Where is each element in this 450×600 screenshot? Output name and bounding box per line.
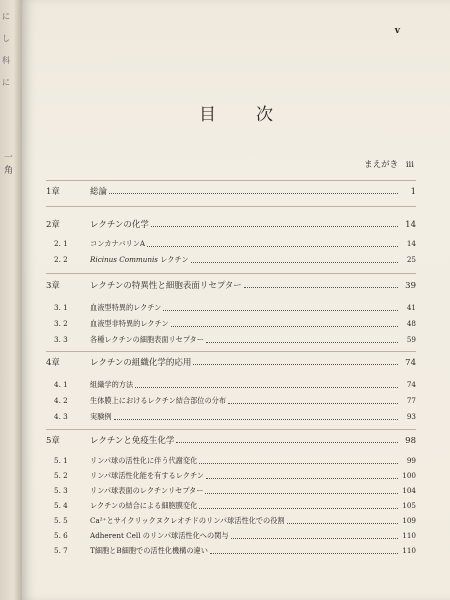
section-entry[interactable] [54,471,416,481]
chapter-number: 2章 [46,220,60,230]
leader-dots [205,493,398,494]
section-entry[interactable] [54,516,416,526]
section-number: 4. 1 [54,380,68,389]
divider [46,180,416,181]
leader-dots [206,342,398,343]
left-page-text: 科 [2,56,10,65]
leader-dots [135,387,398,388]
section-number: 3. 2 [54,319,68,328]
section-page: 93 [406,412,416,421]
chapter-entry[interactable] [46,279,416,291]
left-page-text: し [2,34,10,43]
leader-dots [163,310,398,311]
section-entry[interactable] [54,501,416,511]
chapter-entry[interactable] [46,434,416,446]
chapter-entry[interactable] [46,185,416,197]
section-number: 4. 2 [54,396,68,405]
preface-page: iii [405,160,414,170]
chapter-page: 98 [405,436,416,446]
section-number: 5. 1 [54,456,68,465]
section-title: リンパ球表面のレクチンリセプター [90,486,204,495]
section-title-italic: Ricinus Communis [90,255,158,264]
leader-dots [199,508,398,509]
leader-dots [210,553,398,554]
left-page-fragment: 一 角 [4,153,14,176]
section-title: レクチンの結合による細胞膜変化 [90,501,198,510]
section-page: 25 [406,255,416,264]
section-page: 110 [402,531,416,540]
leader-dots [287,523,398,524]
leader-dots [206,478,398,479]
chapter-title: レクチンと免疫生化学 [90,436,175,446]
section-entry[interactable] [54,412,416,422]
leader-dots [114,419,398,420]
section-page: 41 [406,303,416,312]
page-title: 目次 [199,105,313,125]
chapter-page: 1 [410,187,416,197]
section-page: 77 [406,396,416,405]
section-number: 3. 3 [54,335,68,344]
section-page: 110 [402,546,416,555]
section-entry[interactable] [54,546,416,556]
leader-dots [193,364,398,365]
section-title: 血液型非特異的レクチン [90,319,169,328]
section-entry[interactable] [54,255,416,265]
leader-dots [191,262,398,263]
leader-dots [147,246,398,247]
chapter-title: レクチンの化学 [90,220,149,230]
section-page: 99 [406,456,416,465]
chapter-number: 1章 [46,187,60,197]
chapter-page: 39 [405,281,416,291]
section-title: 血液型特異的レクチン [90,303,162,312]
chapter-entry[interactable] [46,356,416,368]
section-page: 48 [406,319,416,328]
section-number: 4. 3 [54,412,68,421]
section-number: 5. 7 [54,546,68,555]
section-title: コンカナバリンA [90,239,146,248]
leader-dots [109,193,398,194]
section-title: 生体膜上におけるレクチン結合部位の分布 [90,396,227,405]
section-entry[interactable] [54,531,416,541]
section-number: 5. 4 [54,501,68,510]
leader-dots [171,326,398,327]
section-title: Ca²⁺とサイクリックヌクレオチドのリンパ球活性化での役割 [90,516,285,525]
adjacent-page-edge [0,0,22,600]
section-page: 14 [406,239,416,248]
section-title: Adherent Cell のリンパ球活性化への関与 [90,531,229,540]
section-number: 2. 2 [54,255,68,264]
section-entry[interactable] [54,335,416,345]
chapter-entry[interactable] [46,218,416,230]
preface-entry[interactable] [364,158,414,170]
section-entry[interactable] [54,486,416,496]
leader-dots [176,442,398,443]
section-entry[interactable] [54,239,416,249]
section-entry[interactable] [54,303,416,313]
divider [46,273,416,274]
section-entry[interactable] [54,456,416,466]
section-page: 105 [402,501,416,510]
preface-label: まえがき [364,160,399,170]
section-title [90,255,189,265]
section-title: 各種レクチンの細胞表面リセプター [90,335,204,344]
leader-dots [244,287,398,288]
section-number: 2. 1 [54,239,68,248]
section-title: リンパ球活性化能を有するレクチン [90,471,204,480]
section-title-rest: レクチン [157,255,189,264]
section-number: 3. 1 [54,303,68,312]
section-page: 100 [402,471,416,480]
section-title: 組織学的方法 [90,380,134,389]
chapter-title: レクチンの特異性と細胞表面リセプター [90,281,242,291]
chapter-number: 3章 [46,281,60,291]
section-number: 5. 3 [54,486,68,495]
section-page: 59 [406,335,416,344]
section-page: 109 [402,516,416,525]
chapter-number: 5章 [46,436,60,446]
left-page-text: に [2,12,10,21]
section-page: 74 [406,380,416,389]
page-number: v [394,26,400,36]
divider [46,429,416,430]
section-title: 実験例 [90,412,112,421]
section-number: 5. 2 [54,471,68,480]
section-entry[interactable] [54,380,416,390]
left-page-text: に [2,78,10,87]
chapter-page: 14 [405,220,416,230]
section-entry[interactable] [54,396,416,406]
chapter-title: 総論 [90,187,108,197]
divider [46,351,416,352]
toc-page [22,0,450,600]
section-title: リンパ球の活性化に伴う代謝変化 [90,456,198,465]
section-page: 104 [402,486,416,495]
section-number: 5. 5 [54,516,68,525]
section-number: 5. 6 [54,531,68,540]
chapter-number: 4章 [46,358,60,368]
section-entry[interactable] [54,319,416,329]
leader-dots [228,403,398,404]
leader-dots [199,463,398,464]
leader-dots [151,226,398,227]
chapter-page: 74 [405,358,416,368]
divider [46,206,416,207]
section-title: T細胞とB細胞での活性化機構の違い [90,546,208,555]
chapter-title: レクチンの組織化学的応用 [90,358,192,368]
leader-dots [231,538,398,539]
